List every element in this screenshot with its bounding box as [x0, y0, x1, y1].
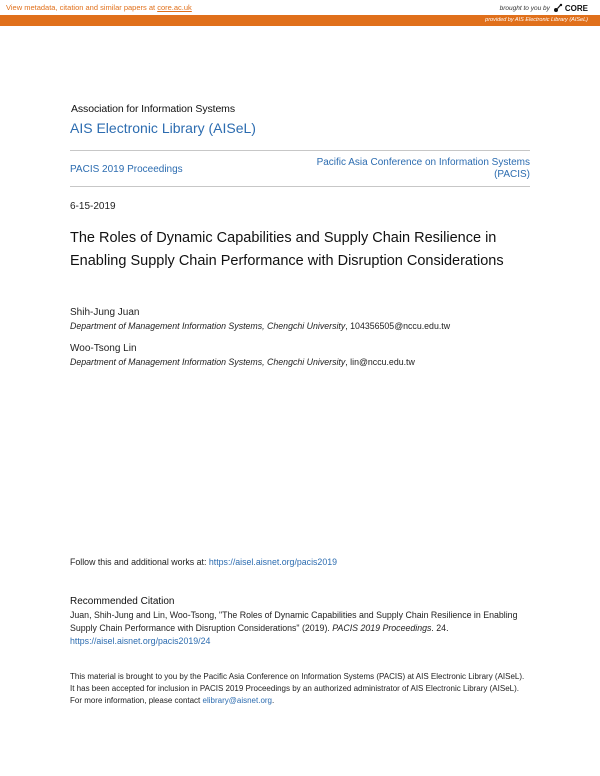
- citation-text: Juan, Shih-Jung and Lin, Woo-Tsong, "The Roles of Dynamic Capabilities and Supply Chain Resilience in Enabling Supply Chain Performance with Disruption Considerations" (2019).: [70, 610, 518, 633]
- affiliation-text: Department of Management Information Systems, Chengchi University: [70, 321, 346, 331]
- footer-text: This material is brought to you by the Pacific Asia Conference on Information Systems (PACIS) at AIS Electronic Library (AISeL). It has been accepted for inclusion in PACIS 2019 Proceedings by an authorized administrator of AIS Electronic Library (AISeL). For more information, please contact: [70, 672, 525, 705]
- recommended-citation: [70, 609, 540, 648]
- provided-by-text: provided by AIS Electronic Library (AISeL): [485, 16, 588, 23]
- core-link[interactable]: core.ac.uk: [157, 3, 192, 12]
- core-logo-icon: [553, 3, 563, 13]
- publication-date: 6-15-2019: [70, 201, 116, 212]
- divider-bottom: [70, 186, 530, 187]
- core-metadata-text: [6, 3, 192, 12]
- citation-journal: PACIS 2019 Proceedings: [332, 623, 432, 633]
- follow-works: [70, 557, 337, 567]
- core-metadata-label: View metadata, citation and similar papers at: [6, 3, 158, 12]
- core-logo: [553, 3, 588, 13]
- footer-end: .: [272, 696, 275, 705]
- citation-link[interactable]: https://aisel.aisnet.org/pacis2019/24: [70, 636, 211, 646]
- author-affiliation: [70, 321, 450, 331]
- provided-by-bar: [0, 15, 600, 26]
- contact-email-link[interactable]: elibrary@aisnet.org: [202, 696, 272, 705]
- author-email: , lin@nccu.edu.tw: [345, 357, 415, 367]
- recommended-citation-heading: Recommended Citation: [70, 596, 175, 607]
- citation-suffix: . 24.: [431, 623, 449, 633]
- author-affiliation: [70, 357, 415, 367]
- footer-notice: [70, 671, 530, 707]
- library-link[interactable]: AIS Electronic Library (AISeL): [70, 120, 256, 136]
- conference-link[interactable]: Pacific Asia Conference on Information Systems (PACIS): [316, 157, 530, 180]
- divider-top: [70, 150, 530, 151]
- core-logo-text: CORE: [564, 3, 588, 13]
- proceedings-link[interactable]: PACIS 2019 Proceedings: [70, 164, 183, 175]
- author-name: Woo-Tsong Lin: [70, 343, 137, 354]
- follow-text: Follow this and additional works at:: [70, 557, 209, 567]
- affiliation-text: Department of Management Information Systems, Chengchi University: [70, 357, 346, 367]
- brought-by-text: brought to you by: [499, 4, 550, 12]
- author-email: , 104356505@nccu.edu.tw: [345, 321, 451, 331]
- paper-title: The Roles of Dynamic Capabilities and Supply Chain Resilience in Enabling Supply Chain Performance with Disruption Considerations: [70, 230, 504, 269]
- follow-link[interactable]: https://aisel.aisnet.org/pacis2019: [208, 557, 337, 567]
- author-name: Shih-Jung Juan: [70, 307, 140, 318]
- association-name: Association for Information Systems: [71, 103, 235, 115]
- core-metadata-bar: [0, 0, 600, 14]
- core-brand[interactable]: [500, 3, 588, 13]
